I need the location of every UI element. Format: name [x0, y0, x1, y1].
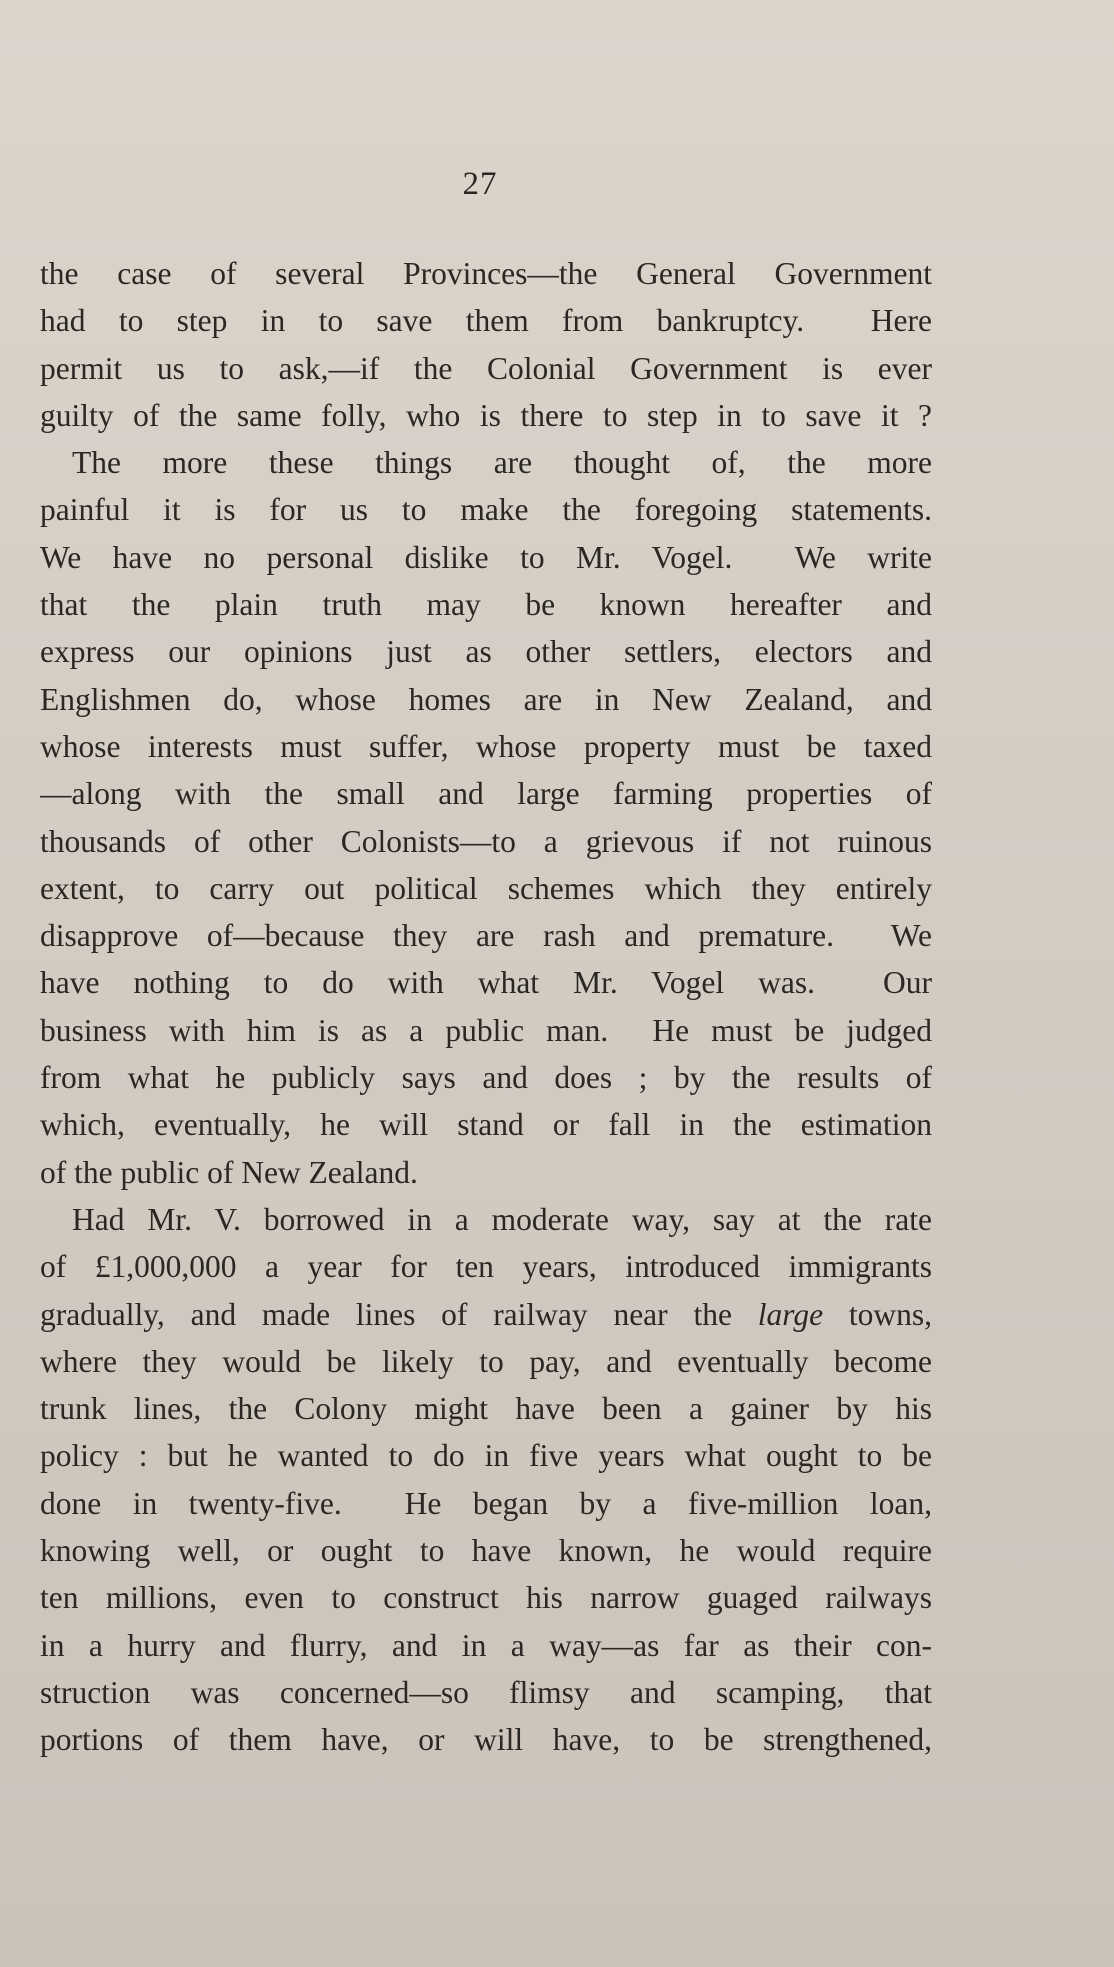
text-line: Englishmen do, whose homes are in New Zealand, and [40, 681, 932, 717]
text-line: done in twenty-five. He began by a five-million loan, [40, 1485, 932, 1521]
body-text [40, 250, 932, 1764]
text-line: business with him is as a public man. He must be judged [40, 1012, 932, 1048]
text-line: thousands of other Colonists—to a grievous if not ruinous [40, 823, 932, 859]
text-line: portions of them have, or will have, to be strengthened, [40, 1722, 932, 1758]
text-segment: gradually, and made lines of railway near the [40, 1296, 758, 1332]
text-line: painful it is for us to make the foregoing statements. [40, 492, 932, 528]
text-line: of £1,000,000 a year for ten years, introduced immigrants [40, 1249, 932, 1285]
italic-word: large [757, 1296, 824, 1332]
text-line: express our opinions just as other settlers, electors and [40, 634, 932, 670]
text-line: permit us to ask,—if the Colonial Government is ever [40, 350, 932, 386]
text-line: disapprove of—because they are rash and premature. We [40, 918, 932, 954]
text-line: trunk lines, the Colony might have been a gainer by his [40, 1391, 932, 1427]
text-line: extent, to carry out political schemes which they entirely [40, 870, 932, 906]
text-line: —along with the small and large farming properties of [40, 776, 932, 812]
text-line: in a hurry and flurry, and in a way—as far as their con- [40, 1627, 932, 1663]
text-line: whose interests must suffer, whose property must be taxed [40, 728, 932, 764]
text-line: where they would be likely to pay, and eventually become [40, 1343, 932, 1379]
text-line: policy : but he wanted to do in five years what ought to be [40, 1438, 932, 1474]
text-line: guilty of the same folly, who is there to step in to save it ? [40, 397, 932, 433]
text-line: that the plain truth may be known hereafter and [40, 587, 932, 623]
text-line: of the public of New Zealand. [40, 1154, 418, 1190]
text-line: knowing well, or ought to have known, he would require [40, 1533, 932, 1569]
text-line: from what he publicly says and does ; by the results of [40, 1060, 932, 1096]
text-line: have nothing to do with what Mr. Vogel was. Our [40, 965, 932, 1001]
text-line: We have no personal dislike to Mr. Vogel. We write [40, 539, 932, 575]
text-line: had to step in to save them from bankruptcy. Here [40, 303, 932, 339]
text-line: The more these things are thought of, the more [72, 445, 932, 481]
text-line: struction was concerned—so flimsy and scamping, that [40, 1674, 932, 1710]
text-line: ten millions, even to construct his narrow guaged railways [40, 1580, 932, 1616]
text-line: the case of several Provinces—the General Government [40, 256, 932, 291]
text-segment: towns, [823, 1296, 932, 1332]
text-line [40, 1291, 932, 1338]
text-line: Had Mr. V. borrowed in a moderate way, say at the rate [72, 1201, 932, 1237]
text-line: which, eventually, he will stand or fall in the estimation [40, 1107, 932, 1143]
page-number: 27 [462, 166, 498, 202]
